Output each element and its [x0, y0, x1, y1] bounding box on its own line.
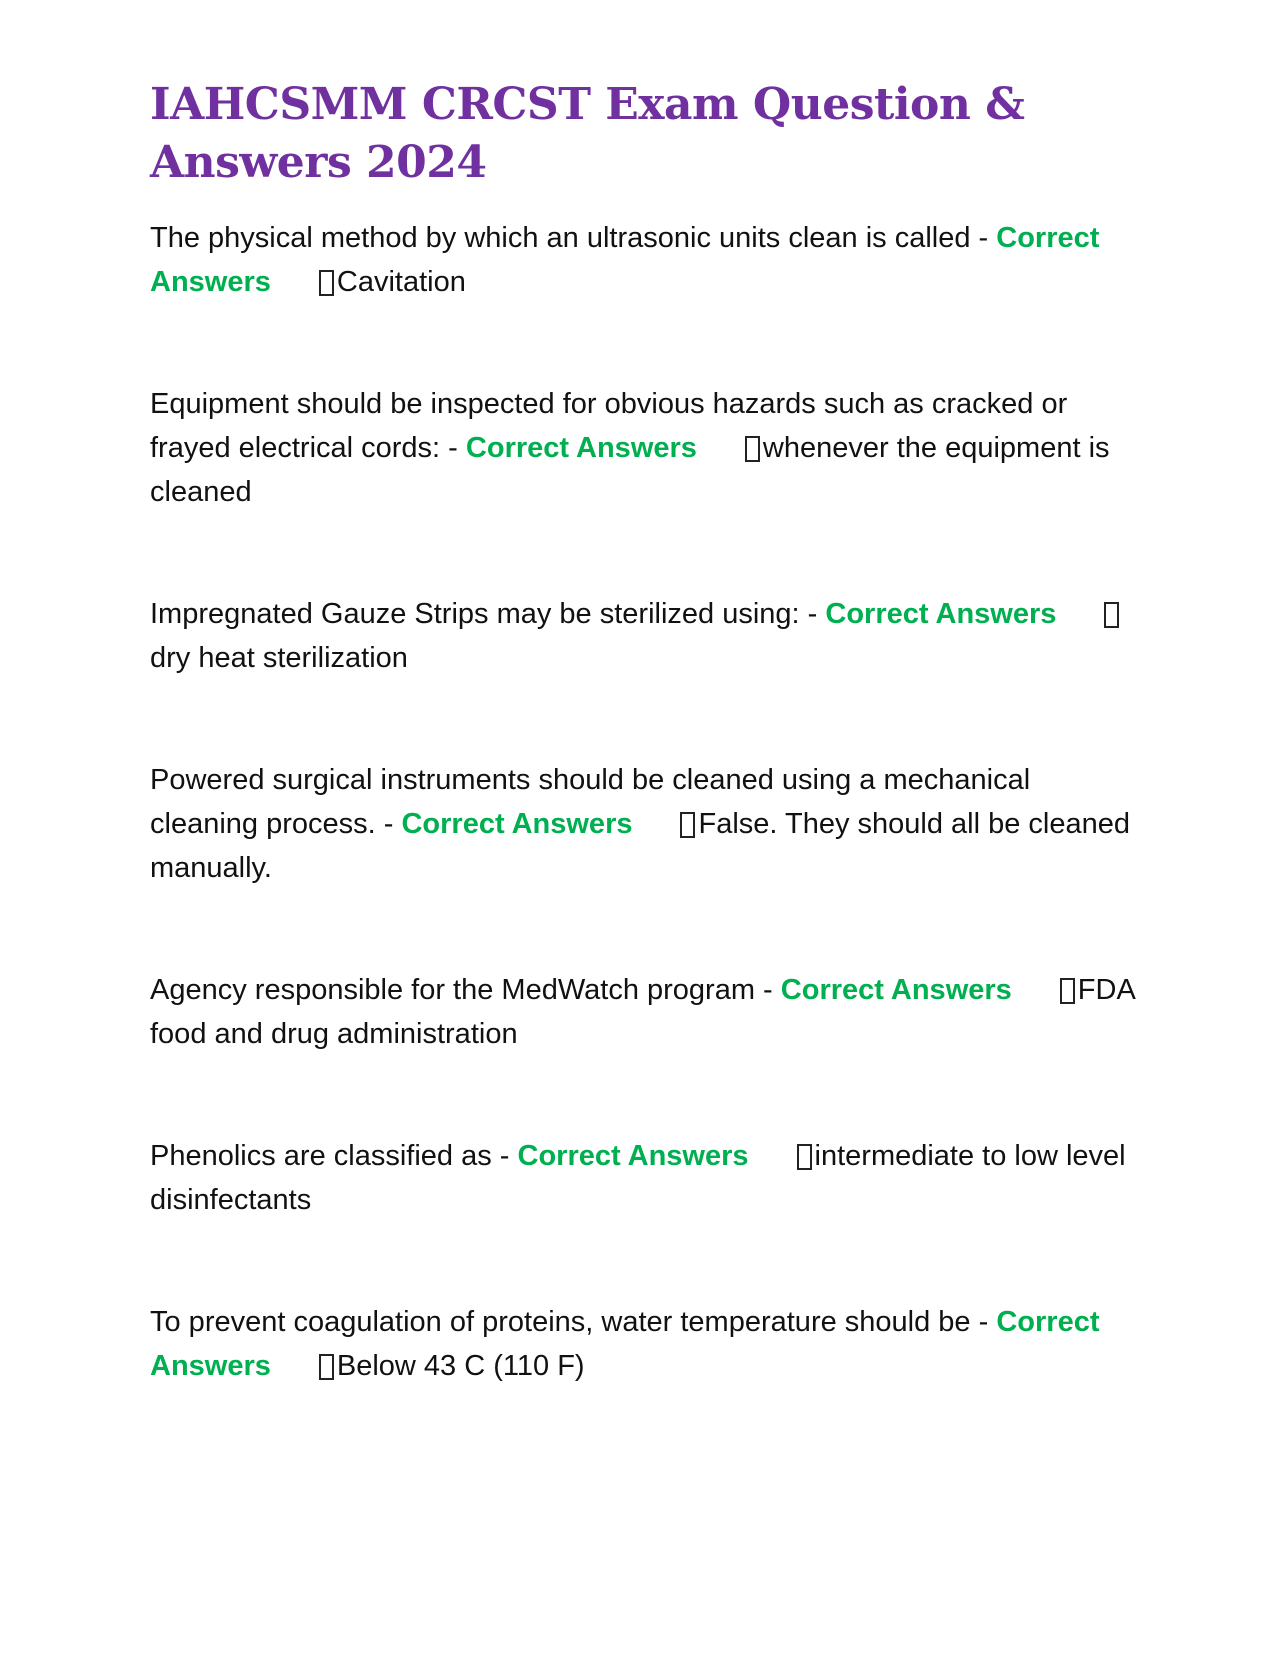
- missing-glyph-box-icon: [1060, 978, 1075, 1004]
- separator: -: [375, 808, 402, 840]
- document-content: [150, 76, 1140, 1466]
- answer-text: intermediate to low level disinfectants: [150, 1140, 1126, 1216]
- question-text: Equipment should be inspected for obvious hazards such as cracked or frayed electrical cords:: [150, 388, 1068, 464]
- missing-glyph-box-icon: [319, 1354, 334, 1380]
- qa-item: [150, 216, 1140, 304]
- correct-answers-label: Correct Answers: [517, 1140, 749, 1172]
- qa-item: [150, 968, 1140, 1056]
- qa-item: [150, 382, 1140, 514]
- correct-answers-label: Correct Answers: [465, 432, 697, 464]
- answer-text: Cavitation: [336, 266, 466, 298]
- separator: -: [755, 974, 781, 1006]
- separator: -: [970, 222, 997, 254]
- qa-item: [150, 1134, 1140, 1222]
- missing-glyph-box-icon: [1104, 602, 1119, 628]
- answer-text: FDA food and drug administration: [150, 974, 1135, 1050]
- separator: -: [799, 598, 826, 630]
- answer-text: Below 43 C (110 F): [336, 1350, 585, 1382]
- qa-item: [150, 758, 1140, 890]
- missing-glyph-box-icon: [745, 436, 760, 462]
- answer-text: False. They should all be cleaned manually.: [150, 808, 1131, 884]
- separator: -: [970, 1306, 997, 1338]
- answer-text: whenever the equipment is cleaned: [150, 432, 1110, 508]
- answer-text: dry heat sterilization: [150, 642, 408, 674]
- question-text: The physical method by which an ultrasonic units clean is called: [150, 222, 971, 254]
- correct-answers-label: Correct Answers: [401, 808, 633, 840]
- missing-glyph-box-icon: [797, 1144, 812, 1170]
- qa-item: [150, 592, 1140, 680]
- correct-answers-label: Correct Answers: [825, 598, 1057, 630]
- question-text: To prevent coagulation of proteins, water temperature should be: [150, 1306, 971, 1338]
- correct-answers-label: Correct Answers: [150, 222, 1100, 298]
- missing-glyph-box-icon: [319, 270, 334, 296]
- correct-answers-label: Correct Answers: [780, 974, 1012, 1006]
- correct-answers-label: Correct Answers: [150, 1306, 1100, 1382]
- question-text: Agency responsible for the MedWatch program: [150, 974, 755, 1006]
- question-text: Impregnated Gauze Strips may be sterilized using:: [150, 598, 800, 630]
- separator: -: [491, 1140, 518, 1172]
- document-title: IAHCSMM CRCST Exam Question & Answers 2024: [150, 79, 1025, 188]
- missing-glyph-box-icon: [680, 812, 695, 838]
- separator: -: [440, 432, 466, 464]
- qa-item: [150, 1300, 1140, 1388]
- question-text: Powered surgical instruments should be cleaned using a mechanical cleaning process.: [150, 764, 1031, 840]
- question-text: Phenolics are classified as: [150, 1140, 492, 1172]
